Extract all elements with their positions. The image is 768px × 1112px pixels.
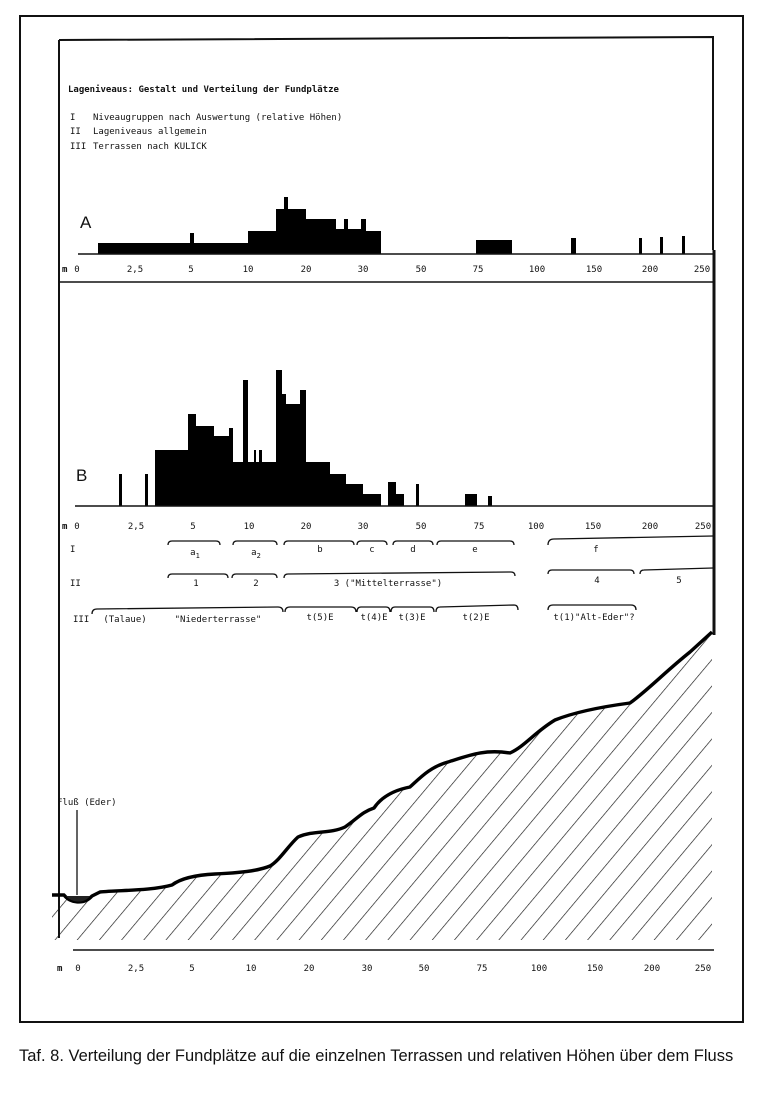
histogram-b-blocks — [155, 370, 381, 506]
panel-a-axis-unit: m — [62, 265, 68, 275]
group-main: a — [190, 548, 196, 558]
tick-label: 2,5 — [126, 265, 144, 275]
tick-label: 75 — [473, 522, 485, 532]
histogram-a-spike — [660, 237, 663, 254]
histogram-b-spike — [416, 484, 419, 506]
bracket — [548, 570, 634, 574]
tick-label: 150 — [585, 265, 603, 275]
group-label-e: e — [472, 545, 478, 555]
tick-label: 30 — [357, 522, 369, 532]
group-label: t(3)E — [398, 613, 426, 623]
tick-label: 5 — [189, 964, 195, 974]
tick-label: 2,5 — [127, 522, 145, 532]
panel-b-letter: B — [76, 466, 88, 485]
panel-b-ticks — [74, 522, 711, 532]
histogram-a-block-75 — [476, 240, 512, 254]
legend-text: Terrassen nach KULICK — [93, 142, 207, 152]
tick-label: 250 — [694, 964, 712, 974]
histogram-b-block — [465, 494, 477, 506]
group-label: "Niederterrasse" — [174, 615, 262, 625]
tick-label: 30 — [357, 265, 369, 275]
bracket — [436, 605, 518, 612]
tick-label: 20 — [303, 964, 315, 974]
tick-label: 5 — [188, 265, 194, 275]
group-label-f: f — [593, 545, 599, 555]
group-label: t(5)E — [306, 613, 334, 623]
histogram-b-spike — [488, 496, 492, 506]
group-label-a1 — [190, 548, 200, 560]
group-sub: 1 — [195, 552, 200, 560]
group-label: 3 ("Mittelterrasse") — [333, 579, 443, 589]
bracket — [92, 607, 283, 614]
terrain-hatched-area — [52, 632, 712, 940]
histogram-a-blocks — [98, 197, 381, 254]
profile-axis-unit: m — [57, 964, 63, 974]
tick-label: 20 — [300, 265, 312, 275]
group-label-c: c — [369, 545, 375, 555]
tick-label: 50 — [418, 964, 430, 974]
tick-label: 0 — [74, 265, 80, 275]
bracket — [548, 605, 636, 610]
tick-label: 200 — [643, 964, 661, 974]
legend-numeral: III — [70, 142, 87, 152]
tick-label: 200 — [641, 265, 659, 275]
group-label: t(1)"Alt-Eder"? — [553, 613, 635, 623]
tick-label: 150 — [584, 522, 602, 532]
bracket — [285, 607, 356, 612]
panel-b-histogram — [119, 370, 492, 506]
legend-numeral: I — [70, 113, 76, 123]
tick-label: 50 — [415, 265, 427, 275]
panel-a-letter: A — [80, 213, 92, 232]
profile-ticks — [75, 964, 711, 974]
group-label: 4 — [594, 576, 600, 586]
bracket — [233, 541, 277, 545]
group-label: 5 — [676, 576, 682, 586]
bracket — [548, 536, 713, 545]
bracket — [232, 574, 277, 578]
header-title: Lageniveaus: Gestalt und Verteilung der Fundplätze — [68, 85, 339, 95]
histogram-b-spike — [388, 482, 396, 506]
legend-text: Lageniveaus allgemein — [93, 127, 207, 137]
tick-label: 100 — [527, 522, 545, 532]
plate-caption: Taf. 8. Verteilung der Fundplätze auf die einzelnen Terrassen und relativen Höhen über dem Fluss — [19, 1047, 734, 1065]
terrain-profile — [52, 632, 712, 940]
row-iii-label: III — [73, 615, 90, 625]
legend-text: Niveaugruppen nach Auswertung (relative Höhen) — [93, 113, 343, 123]
tick-label: 100 — [530, 964, 548, 974]
tick-label: 10 — [243, 522, 255, 532]
tick-label: 10 — [242, 265, 254, 275]
row-iii-labels — [103, 613, 634, 625]
group-main: a — [251, 548, 257, 558]
row-i-labels — [190, 545, 599, 560]
tick-label: 75 — [472, 265, 484, 275]
group-label: (Talaue) — [103, 615, 147, 625]
bracket — [357, 607, 390, 612]
row-i-label: I — [70, 545, 76, 555]
histogram-a-spike — [682, 236, 685, 254]
legend-numeral: II — [70, 127, 81, 137]
row-ii-labels — [193, 576, 681, 589]
tick-label: 150 — [586, 964, 604, 974]
tick-label: 100 — [528, 265, 546, 275]
group-label: t(2)E — [462, 613, 490, 623]
bracket — [168, 541, 220, 545]
tick-label: 0 — [74, 522, 80, 532]
histogram-a-spike — [639, 238, 642, 254]
histogram-b-spike — [396, 494, 404, 506]
tick-label: 200 — [641, 522, 659, 532]
group-label: t(4)E — [360, 613, 388, 623]
tick-label: 75 — [476, 964, 488, 974]
bracket — [168, 574, 228, 578]
tick-label: 250 — [693, 265, 711, 275]
panel-b-axis-unit: m — [62, 522, 68, 532]
histogram-b-spike — [145, 474, 148, 506]
group-label-d: d — [410, 545, 416, 555]
panel-a-ticks — [74, 265, 710, 275]
tick-label: 10 — [245, 964, 257, 974]
row-ii-brackets — [168, 568, 713, 578]
tick-label: 20 — [300, 522, 312, 532]
bracket — [640, 568, 713, 574]
group-label-a2 — [251, 548, 261, 560]
tick-label: 2,5 — [127, 964, 145, 974]
histogram-b-spike — [119, 474, 122, 506]
panel-a-histogram — [98, 197, 685, 254]
group-sub: 2 — [256, 552, 261, 560]
group-label: 1 — [193, 579, 199, 589]
group-label-b: b — [317, 545, 323, 555]
group-label: 2 — [253, 579, 259, 589]
histogram-a-spike — [571, 238, 576, 254]
row-i-brackets — [168, 536, 713, 545]
tick-label: 5 — [190, 522, 196, 532]
tick-label: 250 — [694, 522, 712, 532]
bracket — [391, 607, 434, 612]
tick-label: 0 — [75, 964, 81, 974]
bracket — [284, 572, 515, 578]
tick-label: 30 — [361, 964, 373, 974]
river-label: Fluß (Eder) — [57, 798, 117, 808]
tick-label: 50 — [415, 522, 427, 532]
row-ii-label: II — [70, 579, 81, 589]
